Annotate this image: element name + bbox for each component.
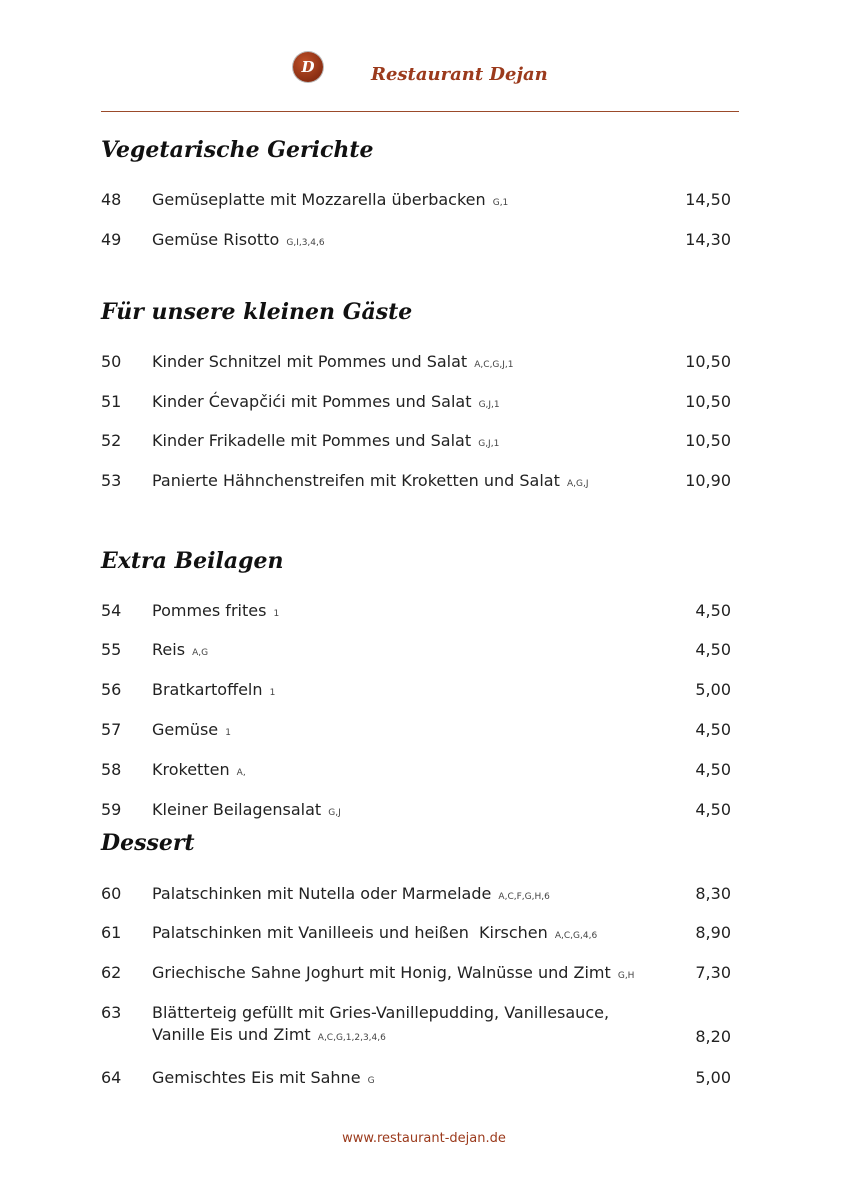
item-name: Gemüse <box>152 720 219 739</box>
item-price: 5,00 <box>695 1068 731 1087</box>
item-name-wrap <box>152 962 634 987</box>
item-name-wrap <box>152 351 514 376</box>
item-number: 59 <box>101 800 122 819</box>
item-name-wrap <box>152 391 500 416</box>
page-header <box>0 50 848 100</box>
item-name-wrap <box>152 719 231 744</box>
item-allergens: 1 <box>225 728 231 738</box>
item-name: Blätterteig gefüllt mit Gries-Vanillepudding, Vanillesauce, <box>152 1003 610 1022</box>
item-price: 14,30 <box>685 230 731 249</box>
item-name-line2: Vanille Eis und Zimt <box>152 1025 311 1044</box>
item-name-wrap <box>152 922 597 947</box>
item-price: 10,90 <box>685 471 731 490</box>
item-name: Gemischtes Eis mit Sahne <box>152 1068 361 1087</box>
item-name: Kleiner Beilagensalat <box>152 800 322 819</box>
item-allergens: 1 <box>273 609 280 619</box>
item-name-wrap <box>152 470 588 495</box>
item-price: 10,50 <box>685 431 731 450</box>
item-number: 62 <box>101 963 122 982</box>
item-name-wrap <box>152 679 275 704</box>
item-price: 8,90 <box>695 923 731 942</box>
item-number: 61 <box>101 923 122 942</box>
item-price: 10,50 <box>685 392 731 411</box>
item-number: 56 <box>101 680 122 699</box>
item-price: 4,50 <box>695 640 731 659</box>
item-allergens: A, <box>236 768 246 778</box>
item-allergens: A,C,G,4,6 <box>554 931 598 941</box>
item-name: Palatschinken mit Nutella oder Marmelade <box>152 884 492 903</box>
item-allergens: G <box>367 1076 375 1086</box>
item-allergens: G,J <box>328 808 341 818</box>
item-number: 52 <box>101 431 122 450</box>
item-allergens: A,C,G,1,2,3,4,6 <box>317 1033 386 1043</box>
item-number: 51 <box>101 392 122 411</box>
item-allergens: G,J,1 <box>478 439 500 449</box>
item-number: 57 <box>101 720 122 739</box>
item-name-wrap <box>152 799 341 824</box>
item-allergens: A,G <box>192 648 209 658</box>
footer-website: www.restaurant-dejan.de <box>342 1131 506 1146</box>
item-name-line2-wrap <box>152 1024 609 1049</box>
item-number: 50 <box>101 352 122 371</box>
item-name-wrap <box>152 229 325 254</box>
item-name: Kinder Frikadelle mit Pommes und Salat <box>152 431 472 450</box>
item-number: 55 <box>101 640 122 659</box>
item-name: Panierte Hähnchenstreifen mit Kroketten und Salat <box>152 471 560 490</box>
item-name: Pommes frites <box>152 601 267 620</box>
item-name-wrap <box>152 600 279 625</box>
item-name-wrap <box>152 189 508 214</box>
item-name: Kinder Schnitzel mit Pommes und Salat <box>152 352 468 371</box>
section-title-sides: Extra Beilagen <box>101 548 284 574</box>
item-price: 4,50 <box>695 720 731 739</box>
header-divider <box>101 111 739 112</box>
item-allergens: G,1 <box>492 198 509 208</box>
item-number: 53 <box>101 471 122 490</box>
item-price: 14,50 <box>685 190 731 209</box>
item-number: 60 <box>101 884 122 903</box>
item-price: 8,20 <box>695 1027 731 1046</box>
item-name-wrap <box>152 639 208 664</box>
item-name: Bratkartoffeln <box>152 680 263 699</box>
item-name-wrap <box>152 430 499 455</box>
item-allergens: A,C,F,G,H,6 <box>498 892 550 902</box>
item-price: 5,00 <box>695 680 731 699</box>
item-name-wrap <box>152 1067 375 1092</box>
item-price: 4,50 <box>695 760 731 779</box>
item-allergens: G,H <box>617 971 635 981</box>
item-number: 48 <box>101 190 122 209</box>
item-name: Reis <box>152 640 186 659</box>
item-number: 54 <box>101 601 122 620</box>
section-title-dessert: Dessert <box>101 830 195 856</box>
restaurant-name: Restaurant Dejan <box>371 64 548 85</box>
item-price: 8,30 <box>695 884 731 903</box>
item-price: 4,50 <box>695 800 731 819</box>
item-price: 4,50 <box>695 601 731 620</box>
section-title-kids: Für unsere kleinen Gäste <box>101 299 413 325</box>
logo-letter: D <box>301 58 315 76</box>
item-name-wrap <box>152 1002 609 1049</box>
restaurant-logo <box>293 52 323 82</box>
item-name: Gemüseplatte mit Mozzarella überbacken <box>152 190 486 209</box>
item-number: 63 <box>101 1003 122 1022</box>
item-number: 49 <box>101 230 122 249</box>
item-allergens: G,I,3,4,6 <box>286 238 325 248</box>
item-allergens: A,G,J <box>566 479 589 489</box>
item-allergens: 1 <box>269 688 276 698</box>
item-name-wrap <box>152 759 246 784</box>
item-name: Kinder Ćevapčići mit Pommes und Salat <box>152 392 472 411</box>
item-allergens: G,J,1 <box>478 400 500 410</box>
item-name: Griechische Sahne Joghurt mit Honig, Walnüsse und Zimt <box>152 963 611 982</box>
section-title-vegetarian: Vegetarische Gerichte <box>101 137 374 163</box>
item-allergens: A,C,G,J,1 <box>474 360 514 370</box>
item-price: 10,50 <box>685 352 731 371</box>
item-price: 7,30 <box>695 963 731 982</box>
item-name: Gemüse Risotto <box>152 230 280 249</box>
item-number: 64 <box>101 1068 122 1087</box>
item-name: Palatschinken mit Vanilleeis und heißen Kirschen <box>152 923 548 942</box>
item-name: Kroketten <box>152 760 230 779</box>
item-number: 58 <box>101 760 122 779</box>
item-name-wrap <box>152 883 550 908</box>
